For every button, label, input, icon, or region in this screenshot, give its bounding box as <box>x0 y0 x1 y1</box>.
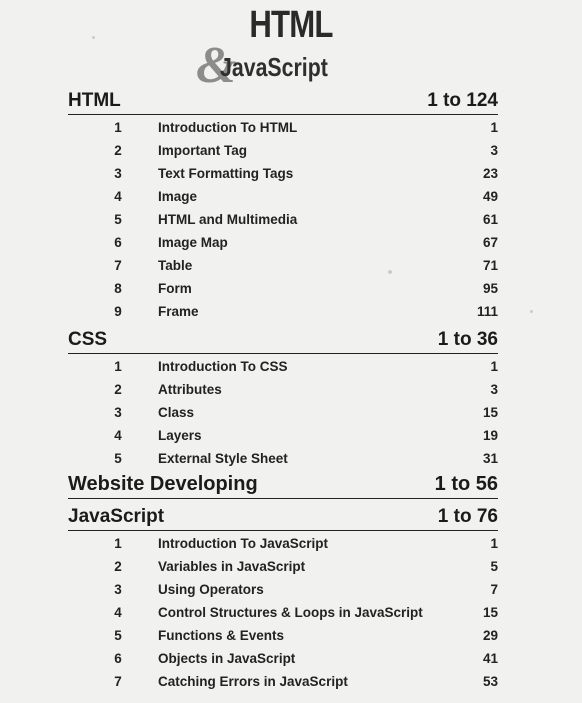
section-title: HTML <box>68 90 121 111</box>
chapter-title: Catching Errors in JavaScript <box>158 674 348 689</box>
chapter-title: Important Tag <box>158 143 247 158</box>
book-title: HTML <box>249 4 333 46</box>
page-number: 19 <box>482 428 498 443</box>
chapter-number: 7 <box>114 674 122 689</box>
toc-row <box>68 646 498 669</box>
chapter-title: Functions & Events <box>158 628 285 643</box>
chapter-title: Attributes <box>158 382 222 397</box>
chapter-number: 3 <box>114 582 122 597</box>
chapter-number: 2 <box>114 143 122 158</box>
section-title: CSS <box>68 329 108 350</box>
section-page-range: 1 to 36 <box>437 329 498 350</box>
toc-row <box>68 299 498 322</box>
chapter-number: 3 <box>114 166 122 181</box>
page-number: 95 <box>482 281 498 296</box>
chapter-number: 3 <box>114 405 122 420</box>
page-number: 41 <box>482 651 498 666</box>
chapter-title: Text Formatting Tags <box>158 166 294 181</box>
chapter-title: Layers <box>158 428 202 443</box>
toc-row <box>68 423 498 446</box>
page-number: 1 <box>490 120 498 135</box>
section-page-range: 1 to 56 <box>434 473 498 495</box>
chapter-number: 4 <box>114 605 122 620</box>
chapter-title: Objects in JavaScript <box>158 651 296 666</box>
chapter-number: 1 <box>114 536 122 551</box>
chapter-number: 5 <box>114 212 122 227</box>
toc-row <box>68 253 498 276</box>
section-title: JavaScript <box>68 506 165 527</box>
section-header <box>68 472 498 499</box>
section-page-range: 1 to 76 <box>437 506 498 527</box>
toc-row <box>68 554 498 577</box>
chapter-number: 2 <box>114 559 122 574</box>
section-items <box>68 115 498 322</box>
ampersand-glyph: & <box>196 37 237 94</box>
chapter-title: Introduction To CSS <box>158 359 288 374</box>
toc-row <box>68 377 498 400</box>
page-number: 71 <box>482 258 498 273</box>
page-number: 3 <box>490 382 498 397</box>
toc-row <box>68 577 498 600</box>
page-number: 23 <box>482 166 498 181</box>
page-number: 67 <box>482 235 498 250</box>
chapter-title: Table <box>158 258 193 273</box>
section-website-developing <box>68 472 498 499</box>
toc-row <box>68 531 498 554</box>
toc-row <box>68 446 498 469</box>
page-number: 7 <box>490 582 498 597</box>
page-number: 49 <box>482 189 498 204</box>
section-items <box>68 354 498 469</box>
section-title: Website Developing <box>68 473 258 495</box>
chapter-title: Using Operators <box>158 582 264 597</box>
chapter-title: Frame <box>158 304 199 319</box>
page-number: 29 <box>482 628 498 643</box>
chapter-title: External Style Sheet <box>158 451 288 466</box>
toc-row <box>68 207 498 230</box>
section-header <box>68 88 498 115</box>
section-css <box>68 327 498 469</box>
section-header <box>68 327 498 354</box>
chapter-title: Image Map <box>158 235 228 250</box>
section-javascript <box>68 504 498 692</box>
chapter-title: HTML and Multimedia <box>158 212 298 227</box>
toc-row <box>68 354 498 377</box>
toc-row <box>68 230 498 253</box>
toc-row <box>68 623 498 646</box>
page-number: 5 <box>490 559 498 574</box>
page-number: 15 <box>482 405 498 420</box>
toc-row <box>68 276 498 299</box>
chapter-number: 1 <box>114 359 122 374</box>
chapter-number: 9 <box>114 304 122 319</box>
page-number: 15 <box>482 605 498 620</box>
page-number: 61 <box>482 212 498 227</box>
chapter-title: Class <box>158 405 195 420</box>
page-number: 3 <box>490 143 498 158</box>
chapter-title: Variables in JavaScript <box>158 559 306 574</box>
section-page-range: 1 to 124 <box>427 90 498 111</box>
print-speck <box>388 270 392 274</box>
section-html <box>68 88 498 322</box>
chapter-number: 5 <box>114 628 122 643</box>
toc-row <box>68 115 498 138</box>
chapter-number: 6 <box>114 651 122 666</box>
page-number: 111 <box>476 304 498 319</box>
page-number: 1 <box>490 359 498 374</box>
toc-row <box>68 400 498 423</box>
print-speck <box>530 310 533 313</box>
chapter-number: 2 <box>114 382 122 397</box>
chapter-title: Control Structures & Loops in JavaScript <box>158 605 423 620</box>
page-number: 31 <box>482 451 498 466</box>
toc-row <box>68 161 498 184</box>
chapter-number: 1 <box>114 120 122 135</box>
chapter-number: 4 <box>114 428 122 443</box>
chapter-number: 7 <box>114 258 122 273</box>
book-subtitle <box>196 37 396 94</box>
chapter-title: Image <box>158 189 198 204</box>
section-items <box>68 531 498 692</box>
chapter-number: 4 <box>114 189 122 204</box>
toc-row <box>68 184 498 207</box>
subtitle-text: JavaScript <box>220 52 328 82</box>
chapter-number: 8 <box>114 281 122 296</box>
chapter-title: Introduction To HTML <box>158 120 298 135</box>
chapter-title: Introduction To JavaScript <box>158 536 329 551</box>
page-number: 53 <box>482 674 498 689</box>
section-header <box>68 504 498 531</box>
chapter-number: 5 <box>114 451 122 466</box>
print-speck <box>92 36 95 39</box>
toc-row <box>68 669 498 692</box>
chapter-number: 6 <box>114 235 122 250</box>
chapter-title: Form <box>158 281 192 296</box>
page-number: 1 <box>490 536 498 551</box>
toc-row <box>68 600 498 623</box>
toc-row <box>68 138 498 161</box>
